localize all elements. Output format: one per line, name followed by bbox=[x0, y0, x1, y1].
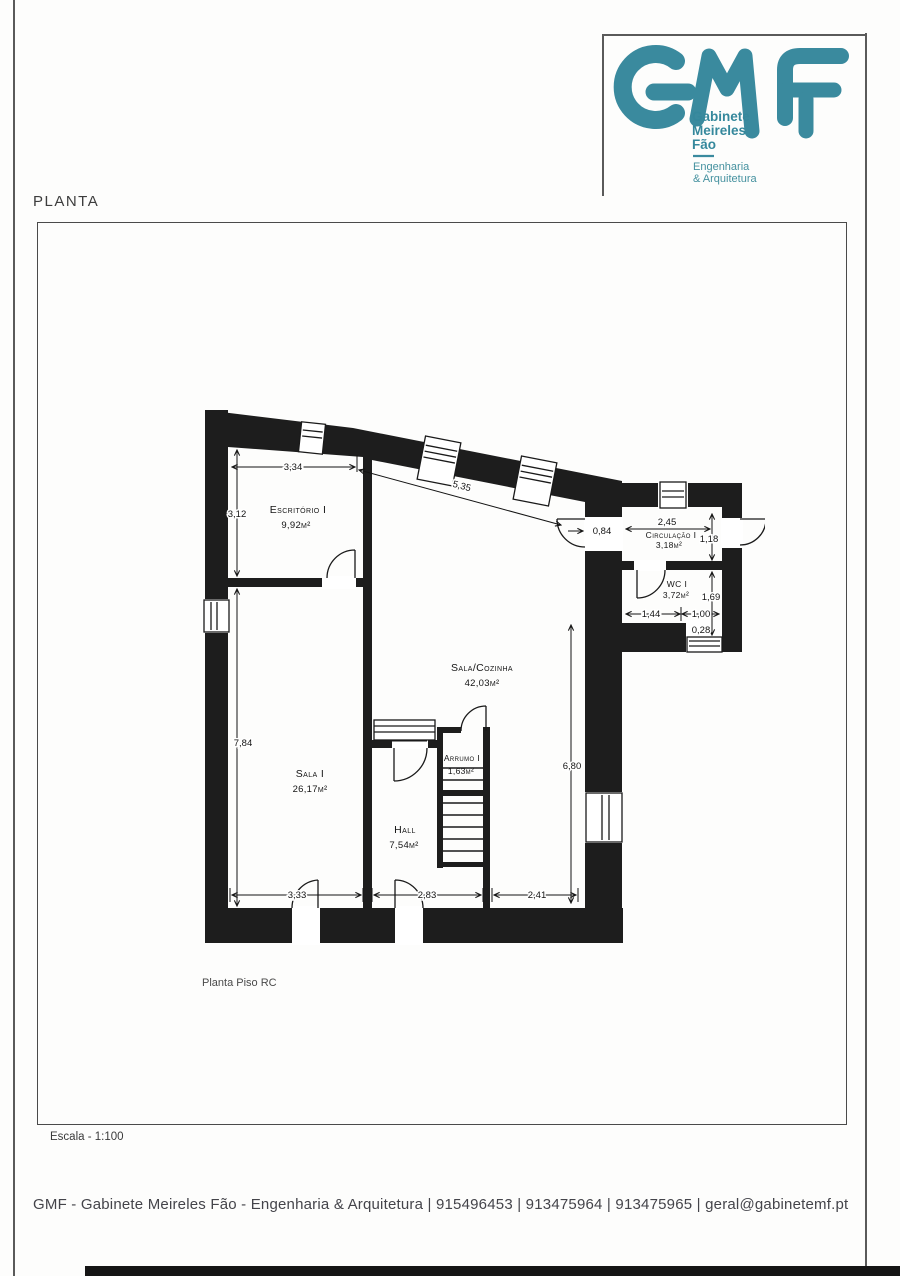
room-wc-name: WC I bbox=[666, 579, 688, 589]
cabinet-symbol bbox=[374, 720, 435, 741]
dim-salacozinha-height: 6,80 bbox=[562, 761, 582, 772]
doors bbox=[292, 519, 765, 908]
room-circulacao-name: Circulação I bbox=[645, 530, 697, 540]
footer-contact-line: GMF - Gabinete Meireles Fão - Engenharia & Arquitetura | 915496453 | 913475964 | 913475965 | geral@gabinetemf.pt bbox=[33, 1196, 849, 1213]
circulacao-east-wall bbox=[722, 483, 742, 652]
dim-wc-notch: 0,28 bbox=[691, 625, 711, 636]
dim-hall-width: 2,83 bbox=[417, 890, 437, 901]
logo-name-line1: Gabinete bbox=[692, 109, 750, 124]
door-hall-interior bbox=[394, 748, 427, 781]
door-entrance bbox=[740, 519, 765, 545]
logo-name-line2: Meireles bbox=[692, 123, 747, 138]
scale-label: Escala - 1:100 bbox=[50, 1131, 124, 1143]
dim-circulacao-height: 1,18 bbox=[699, 534, 719, 545]
west-wall bbox=[205, 410, 228, 943]
dim-sala-width: 3,33 bbox=[287, 890, 307, 901]
dim-wc-width: 1,44 bbox=[641, 609, 661, 620]
room-hall-area: 7,54m² bbox=[389, 840, 419, 851]
logo-tagline-line1: Engenharia bbox=[693, 161, 750, 173]
stair-bottom-wall bbox=[437, 862, 490, 867]
east-wall bbox=[585, 518, 622, 943]
top-wall bbox=[205, 410, 622, 518]
gmf-logo bbox=[598, 30, 878, 200]
dim-wc-right-width: 1,00 bbox=[691, 609, 711, 620]
door-passage bbox=[557, 519, 585, 547]
page-title: PLANTA bbox=[33, 193, 100, 210]
room-sala-name: Sala I bbox=[295, 768, 325, 780]
dim-bottom-right-width: 2,41 bbox=[527, 890, 547, 901]
page-border-left bbox=[13, 0, 15, 1276]
door-escritorio bbox=[327, 550, 355, 578]
arrumo-east-wall bbox=[483, 727, 490, 908]
dim-entrance-passage: 0,84 bbox=[592, 526, 612, 537]
window-north-1 bbox=[298, 422, 325, 454]
room-escritorio-area: 9,92m² bbox=[281, 520, 311, 531]
dim-circulacao-width: 2,45 bbox=[657, 517, 677, 528]
room-salacozinha-area: 42,03m² bbox=[464, 678, 500, 689]
stairs bbox=[443, 768, 483, 851]
room-sala-area: 26,17m² bbox=[292, 784, 328, 795]
room-escritorio-name: Escritório I bbox=[269, 504, 327, 516]
dim-escritorio-width: 3,34 bbox=[283, 462, 303, 473]
window-wc bbox=[687, 637, 722, 652]
stair-mid-wall bbox=[437, 790, 490, 796]
room-salacozinha-name: Sala/Cozinha bbox=[451, 662, 513, 674]
floor-plan bbox=[195, 400, 765, 970]
dim-top-slope: 5,35 bbox=[451, 478, 473, 495]
room-circulacao-area: 3,18m² bbox=[655, 540, 683, 550]
window-circulacao bbox=[660, 482, 686, 508]
scan-edge-strip bbox=[85, 1266, 900, 1276]
room-wc-area: 3,72m² bbox=[662, 590, 690, 600]
window-west bbox=[204, 600, 229, 632]
arrumo-west-wall bbox=[437, 727, 443, 868]
dim-escritorio-height: 3,12 bbox=[227, 509, 247, 520]
page-border-right bbox=[865, 33, 867, 1276]
plan-caption: Planta Piso RC bbox=[202, 977, 277, 989]
logo-name-line3: Fão bbox=[692, 137, 717, 152]
door-arrumo bbox=[461, 706, 486, 731]
dim-wc-height: 1,69 bbox=[701, 592, 721, 603]
room-hall-name: Hall bbox=[394, 824, 416, 836]
room-arrumo-area: 1,63m² bbox=[447, 766, 475, 776]
door-wc bbox=[637, 570, 665, 598]
center-wall bbox=[363, 455, 372, 908]
window-east bbox=[586, 793, 622, 842]
window-north-3 bbox=[513, 456, 557, 506]
room-arrumo-name: Arrumo I bbox=[443, 753, 481, 763]
logo-tagline-line2: & Arquitetura bbox=[693, 173, 757, 185]
dim-sala-height: 7,84 bbox=[233, 738, 253, 749]
